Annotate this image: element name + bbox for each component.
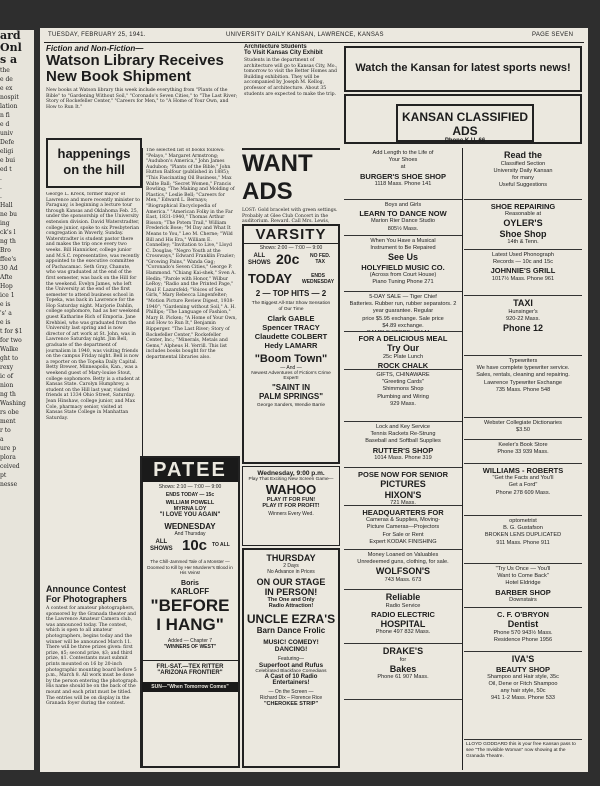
ad-line: 1017½ Mass. Phone 961 [491,275,555,282]
right-ads-block [464,296,582,356]
ad-line: "Try Us Once — You'll [495,566,551,572]
strip-fragment: Hop [0,283,13,290]
ad-line: Shimmons Shop [382,386,424,393]
patee-shows-label: SHOWS [150,546,173,552]
strip-fragment: ceived [0,463,20,470]
ad-line: Phone 278 609 Mass. [495,489,551,496]
ad-line: Reasonable at [504,211,542,218]
contest-title-1: Announce Contest [46,584,126,594]
wahoo-line-3: PLAY IT FOR FUN! [266,497,316,503]
ad-line: RADIO ELECTRIC [371,609,435,619]
varsity-ad [242,224,340,464]
ad-line: Residence Phone 1956 [493,636,553,643]
thursday-line-4: Radio Attraction! [268,603,314,609]
ad-line: $4.89 exchange. [382,322,424,329]
strip-fragment: ng th [0,238,16,245]
ad-line: Marion Rier Dance Studio [370,218,436,225]
strip-fragment: Hall [0,202,13,209]
classified-frame [396,104,534,142]
mid-ads-block [344,550,462,590]
ad-line: Instrument to Be Repaired [370,245,436,252]
ad-line: Lawrence Typewriter Exchange [484,379,562,386]
strip-fragment: Walke [0,346,19,353]
ad-line: Boys and Girls [384,202,422,208]
wahoo-line-4: PLAY IT FOR PROFIT! [262,503,320,509]
ad-line: optometrist [509,518,537,524]
ad-line: 920-22 Mass. [506,315,540,322]
right-ads-block [464,200,582,250]
strip-fragment: ard [0,30,21,42]
patee-all: ALL [155,539,168,545]
varsity-star: Hedy LAMARR [264,341,318,351]
varsity-price: 20c [276,251,300,267]
ad-line: for many [512,175,534,181]
thursday-film-2: "CHEROKEE STRIP" [263,701,319,707]
strip-fragment: pt [0,472,7,479]
ad-line: Unredeemed guns, clothing, for sale. [357,559,449,566]
varsity-today: TODAY [248,271,293,286]
thursday-line-5: MUSIC! COMEDY! [263,639,319,646]
patee-sun: SUN—"When Tomorrow Comes" [142,682,238,692]
thursday-line-6: DANCING! [274,646,308,653]
mid-ads-block [344,422,462,468]
mid-ads-block [344,644,462,700]
right-ads-block [464,652,582,740]
varsity-star: Spencer TRACY [262,323,320,333]
strip-fragment: Onl [0,41,22,54]
ad-line: HEADQUARTERS FOR [362,508,444,517]
ad-line: Want to Come Back" [497,573,549,580]
ad-line: 805½ Mass. [387,225,419,232]
thursday-line-1: ON OUR STAGE [256,577,326,587]
strip-fragment: Defe [0,139,15,146]
ad-line: 14th & Tenn. [507,239,539,246]
right-ads-block [464,464,582,516]
ad-line: 1014 Mass. Phone 319 [374,454,432,461]
patee-wed: WEDNESDAY [164,522,216,531]
ad-line: Your Shoes [388,157,418,164]
strip-fragment: ck's l [0,229,16,236]
varsity-film-1: "Boom Town" [254,353,328,366]
ad-line: ROCK CHALK [377,360,429,370]
right-ads-block [464,608,582,652]
strip-fragment: r to [0,427,11,434]
ad-line: Latest Used Phonograph [492,252,554,258]
varsity-no-fed: NO FED. [310,253,331,259]
varsity-film-2b: PALM SPRINGS" [258,392,324,402]
thursday-line-2: IN PERSON! [264,587,318,597]
patee-title-1: "BEFORE [150,595,230,615]
strip-fragment: rexy [0,364,14,371]
thursday-line-3: The One and Only [267,597,315,603]
strip-fragment: for two [0,337,22,344]
right-ads-block [464,418,582,440]
ad-line: Try Our [386,343,419,354]
strip-fragment: ic of [0,373,14,380]
ad-line: PICTURES [380,479,426,490]
ad-line: IVA'S [511,654,535,664]
thursday-day: THURSDAY [266,553,316,563]
ad-line: Classified Section [500,160,546,167]
wahoo-name: WAHOO [265,482,317,497]
strip-fragment: e is [0,319,11,326]
strip-fragment: ment [0,418,16,425]
ad-line: Phone 61 907 Mass. [377,674,429,681]
ad-line: WILLIAMS - ROBERTS [482,466,564,475]
patee-star-2: MYRNA LOY [173,506,207,512]
ad-line: Webster Collegiate Dictionaries [484,420,562,426]
architecture-text: Students in the department of architecture will go to Kansas City, Mo., tomorrow to visit the Better Homes and Building exhibition. They will be accompanied by Joseph M. Kellog, professor of architecture. About 35 students are expected to make the trip. [244,58,338,97]
mid-ads-block [344,506,462,550]
strip-fragment: ffee's [0,256,17,263]
strip-fragment: univ [0,130,14,137]
varsity-name: VARSITY [244,226,338,244]
ad-line: Sales, rentals, cleaning and repairing. [476,372,570,379]
sports-banner [344,46,582,92]
wahoo-line-5: Winners Every Wed. [268,511,314,517]
strip-fragment: s a [0,53,18,66]
strip-fragment: e d [0,121,10,128]
ad-line: Expert KODAK FINISHING [369,538,437,545]
varsity-ends: ENDS [311,273,325,279]
strip-fragment: e ex [0,85,13,92]
ad-line: 929 Mass. [390,400,416,407]
right-ads-block [464,440,582,464]
free-pass-note: LLOYD GODDARD this is your free Kansan pass to see "The Invisible Woman" now showing at the Granada Theatre. [466,742,576,759]
mid-ads-column [344,148,463,770]
thursday-screen: — On the Screen — [268,689,314,695]
varsity-today-row [244,271,338,289]
architecture-title-2: To Visit Kansas City Exhibit [244,50,323,56]
watson-kicker: Fiction and Non-Fiction— [46,44,144,53]
right-ads-block [464,516,582,564]
thursday-ad [242,548,340,768]
ad-line: Dentist [507,619,539,630]
ad-line: Records — 10c and 15c [492,259,553,266]
varsity-all: ALL [253,253,266,259]
ad-line: Oil, Dene or Fitch Shampoo [488,680,558,687]
right-ads-block [464,148,582,200]
ad-line: DRAKE'S [382,646,424,656]
ad-line: SHOE REPAIRING [490,202,556,211]
ad-line: Useful Suggestions [498,182,548,189]
wahoo-ad [242,466,340,546]
thursday-days: 2 Days [283,563,299,569]
ad-line: for [399,656,407,663]
strip-fragment: Afte [0,274,13,281]
ad-line: Phone 12 [502,323,543,333]
strip-fragment: ice 1 [0,292,15,299]
varsity-and: — And — [280,365,302,372]
ad-line: Piano Tuning Phone 271 [372,279,434,286]
sports-banner-text: Watch the Kansan for latest sports news! [355,62,571,74]
architecture-title-1: Architecture Students [244,44,307,50]
architecture-article [244,44,340,140]
strip-fragment: . [0,175,2,182]
ad-line: 1118 Mass. Phone 141 [374,180,432,187]
right-ads-block [464,250,582,296]
patee-price-row [142,537,238,559]
strip-fragment: 30 Ad [0,265,18,272]
watson-headline-2: New Book Shipment [46,68,192,85]
newspaper-page [40,28,588,772]
classified-phone: Phone K.U. 66 [444,138,486,144]
ad-line: Money Loaned on Valuables [367,552,439,558]
strip-fragment: rs obe [0,409,19,416]
patee-blurb: The Chill-Jammed Tale of a Monster — Doomed to Kill by Her Murderer's Blood in His Veins! [147,559,233,575]
want-ads-title: WANT ADS [242,150,313,205]
patee-star-1: WILLIAM POWELL [165,500,215,506]
page-header [46,30,582,42]
strip-fragment: 's' a [0,310,12,317]
mid-ads-block [344,292,462,332]
patee-title-2: I HANG" [156,614,224,634]
ad-line: Hotel Eldridge [505,580,541,587]
patee-price: 10c [182,537,208,554]
ad-line: Phone 570 943½ Mass. [493,629,553,636]
thursday-act-1: Superfoot and Rufus [258,662,324,669]
mid-ads-block [344,468,462,506]
ad-line: B. G. Gustafson [503,525,543,532]
patee-fri-film: "ARIZONA FRONTIER" [157,669,223,676]
ad-line: Plumbing and Wiring [377,393,429,400]
ad-line: Add Length to the Life of [372,150,434,156]
want-ads [242,148,340,224]
right-ads-block [464,356,582,418]
classified-title: KANSAN CLASSIFIED ADS [401,110,528,138]
thursday-film: Richard Dix – Florence Rice [259,695,323,701]
strip-fragment: n fi [0,112,10,119]
ad-line: (Across from Court House) [369,272,437,279]
header-page: PAGE SEVEN [532,32,574,38]
ad-line: 735 Mass. Phone 548 [495,386,551,393]
strip-fragment: ed t [0,166,12,173]
strip-fragment: ng th [0,391,16,398]
thursday-name-2: Barn Dance Frolic [256,626,326,635]
patee-to-all: TO ALL [212,542,230,548]
happenings-title-2: on the hill [63,162,125,177]
patee-added: Added — Chapter 7 [167,637,213,644]
varsity-stars [244,314,338,350]
watson-headline-1: Watson Library Receives [46,52,224,69]
ad-line: Reliable [385,592,421,602]
ad-line: 25c Plate Lunch [382,353,424,360]
varsity-shows: Shows: 2:00 — 7:00 — 9:00 [259,245,323,251]
ad-line: Downstairs [509,596,537,603]
ad-line: Shampoo and Hair style, 35c [487,673,559,680]
contest-article [46,584,140,770]
watson-lede: New books at Watson library this week include everything from "Plants of the Bible" to "Gardening Without Soil," "Coronado's Seven Cities," to "The Last River; Story of Rockefeller Center," "Careers for Men," to "A Home of Your Own, and How to Run It." [46,88,238,110]
ad-line: Get a Ford" [508,482,538,489]
ad-line: GIFTS, CHINAWARE [376,372,430,378]
ad-line: "Get the Facts and You'll [492,475,554,482]
right-ads-block [464,564,582,608]
mid-ads-block [344,236,462,292]
ad-line: at [400,164,406,171]
varsity-price-row [244,251,338,271]
ad-line: Hunsinger's [508,308,538,315]
ad-line: Typewriters [508,358,538,364]
strip-fragment: the [0,67,10,74]
header-paper: UNIVERSITY DAILY KANSAN, LAWRENCE, KANSAS [226,32,384,38]
adjacent-page-strip [0,30,34,770]
strip-fragment: plora [0,454,16,461]
strip-fragment: nion [0,382,14,389]
patee-film: "I LOVE YOU AGAIN" [159,512,221,518]
strip-fragment: . [0,193,2,200]
ad-line: HIXON'S [384,489,422,500]
strip-fragment: e de [0,76,13,83]
thursday-note: No Advance in Prices [267,569,315,575]
ad-line: POSE NOW FOR SENIOR [357,470,448,479]
ad-line: TAXI [513,298,533,308]
patee-boris-1: Boris [181,579,199,587]
classified-banner [344,94,582,144]
varsity-cast-2: George Sanders, Wendie Barrie [256,403,326,409]
header-rule [44,42,584,43]
ad-line: Keeler's Book Store [498,442,548,448]
ad-line: When You Have a Musical [370,238,436,244]
ad-line: BEAUTY SHOP [495,664,551,674]
ad-line: C. F. O'BRYON [497,610,549,619]
strip-fragment: Washing [0,400,26,407]
thursday-name: UNCLE EZRA'S [246,612,336,626]
ad-line: Radio Service [385,602,421,609]
varsity-star: Clark GABLE [267,314,315,324]
ad-line: Phone 497 832 Mass. [375,629,431,636]
patee-fri: FRI.-SAT.—TEX RITTER [142,660,238,670]
want-ads-text: LOST: Gold bracelet with green settings. Probably at Glee Club Concert in the auditorium. Reward. Call Mrs. Lewis, [242,208,338,224]
ad-line: University Daily Kansan [493,167,553,174]
strip-fragment: a [0,436,4,443]
ad-line: LEARN TO DANCE NOW [359,209,447,219]
patee-shows: Shows: 2:10 — 7:00 — 9:00 [158,484,222,490]
strip-fragment: . [0,184,2,191]
right-ads-column [464,148,582,770]
happenings-text: George L. Kreck, former mayor of Lawrence and more recently minister to Paraguay, is beginning a lecture tour through Kansas and Oklahoma Feb. 25, under the sponsorship of the University extension division. David Waterstradter, college junior, spoke to six Presbyterian congregation in Waverly, Sunday. Waterstradter is student pastor there and makes the trip once every two weeks. Bill Hannicker, college junior and M.S.C. representative, was recently appointed to the executive committee of Pachacamac. Seth Gray, Chanute, who was graduated at the end of the first semester, was back on the Hill for the weekend. Evelyn James, who left the University at the end of the first semester to attend business school in Topeka, was back in Lawrence for the Hop Saturday night. Marjorie Dahlin, college sophomore, had as her weekend guest Katharine Rich of Emporia. Jane Krehbiel, who was graduated from the University last spring and is now director of art work at St. John, was in Lawrence Saturday night. Jim Bell, graduate of the department of journalism in 1940, was visiting friends on the campus Friday night. Bell is now a reporter on the Topeka Daily Capital. Betty Brewer, Minneapolis, Kan., was a weekend guest of Mary-louise Stout, college sophomore. Betty is a student at Kansas State. Carolyn Humphrey, a student on the Hill last year, visited friends at 1334 Ohio Street, Saturday. Jean Hinshaw, college junior, and Max Cole, pharmacy senior, visited at Kansas State College in Manhattan Saturday. [46,192,140,421]
ad-line: HOSPITAL [380,618,426,629]
happenings-title-1: happenings [57,146,131,161]
thursday-act-2: Celebrated Blackface Comedians [255,669,327,674]
mid-ads-block [344,200,462,236]
strip-fragment: nospit [0,94,19,101]
ad-line: 941 1-2 Mass. Phone 533 [490,695,556,702]
ad-line: See Us [387,252,419,263]
varsity-wednesday: WEDNESDAY [302,279,335,285]
ad-line: $3.50 [516,427,530,434]
ad-line: Picture Cameras—Projectors [366,524,440,531]
mid-ads-block [344,370,462,422]
ad-line: WOLFSON'S [375,566,431,577]
ad-line: 721 Mass. [390,500,416,506]
varsity-tagline: The Biggest All-Star Show Sensation of Our Time [251,301,331,312]
strip-fragment: lation [0,103,18,110]
header-date: TUESDAY, FEBRUARY 25, 1941. [48,32,146,38]
ad-line: price $5.95 exchange. Sale price [362,315,444,322]
strip-fragment: e bui [0,157,16,164]
ad-line: Baseball and Softball Supplies [365,438,441,445]
ad-line: BROKEN LENS DUPLICATED [484,532,562,539]
ad-line: Lock and Key Service [375,424,431,430]
ad-line: OYLER'S [503,218,543,229]
ad-line: Batteries. Rubber run, rubber separators. 2 year guarantee. Regular [349,301,457,315]
patee-thu: And Thursday [174,531,206,537]
patee-ad [140,456,240,768]
strip-fragment: Bro [0,247,11,254]
strip-fragment: ing [0,220,10,227]
ad-line: RUTTER'S SHOP [372,445,434,455]
ad-line: BURGER'S SHOE SHOP [360,171,446,181]
ad-line: "Greeting Cards" [382,379,424,386]
thursday-act-3: A Cast of 10 Radio Entertainers! [264,674,318,686]
mid-ads-block [344,590,462,644]
ad-line: We have complete typewriter service. [476,365,570,372]
ad-line: FOR A DELICIOUS MEAL [358,334,448,343]
ad-line: any hair style, 50c [500,688,546,695]
patee-boris-2: KARLOFF [170,586,210,596]
patee-winners: "WINNERS OF WEST" [163,643,217,650]
ad-line: Bakes [389,663,417,674]
ad-line: JOHNNIE'S GRILL [490,266,556,276]
varsity-newest: Newest Adventures of Fiction's Crime Expert! [251,371,331,382]
ad-line: BARBER SHOP [495,587,551,597]
strip-fragment: nesse [0,481,18,488]
ad-line: Cameras & Supplies, Moving- [366,517,440,524]
varsity-shows-label: SHOWS [248,260,271,266]
ad-line: Tennis Rackets Re-Strung [370,431,436,438]
ad-line: 911 Mass. Phone 911 [496,539,550,546]
mid-ads-block [344,148,462,200]
wahoo-line-1: Wednesday, 9:00 p.m. [257,470,325,477]
ad-line: HOLYFIELD MUSIC CO. [361,263,445,272]
mid-ads-block [344,332,462,370]
ad-line: For Sale or Rent [382,531,424,538]
varsity-film-2: "SAINT IN [271,383,310,393]
strip-fragment: ght to [0,355,19,362]
strip-fragment: ure p [0,445,17,452]
thursday-featuring: Featuring— [277,656,305,662]
ad-line: 5-DAY SALE — Tiger Chief [369,294,437,300]
varsity-tax: TAX [315,259,325,265]
ad-line: Phone 33 939 Mass. [497,449,549,456]
strip-fragment: ne bu [0,211,18,218]
ad-line: Shoe Shop [499,228,547,239]
contest-title-2: For Photographers [46,594,128,604]
watson-book-list: The selected list of books follows: "Pelayo," Margaret Armstrong; "Audubon's America," John James Audubon; "Plants of the Bible," John Hutton Balfour (published in 1885); "This Fascinating Oil Business," Max Walte Ball; "Secret Women," Francis Bowling; "The Making and Molding of Plastics," Leslie Bell; "Careers for Men," Edward L. Bernays; "Biographical Encyclopedia of America." "American Folky in the Far East, 1831-1940," Thomas Arthur Bisson; "The Potem Trail," William Frederick Bose; "M Day and What It Means to You," Leo M. Cherne; "Wild Bill and His Era," William E. Connelley; "Invitation to Live," Lloyd C. Douglas; "Negro Youth at the Crossways," Edward Franklin Frazier; "Growing Pains," Wanda Gag; "Coronado's Seven Cities," George P. Hammond. "Chiang Kai-shek," Sven A. Hedin; "Parole with Honor," Wilbur LeRoy; "Radio and the Printed Page," Paul F. Lazarsfeld; "Voices of Sex Girls," Mary Rebecca Lingenfelter; "Motion Picture Review Digest, 1938-1940"; "Gardening without Soil," A. H. Phillips; "The Language of Fashion," Mary B. Picken; "A Home of Your Own, and How to Run It," Benjamin Ripperger. "The Last River; Story of Rockefeller Center," Rockefeller Center, Inc.; "Minerals, Metals and Gems," Alpheus H. Verrill. This list includes books bought for the departmental libraries also. [146,148,237,360]
strip-fragment: t for $1 [0,328,23,335]
wahoo-line-2: Play That Exciting New Screen Game— [248,477,334,482]
patee-name: PATEE [142,458,238,482]
ad-line: 743 Mass. 673 [384,577,422,583]
strip-fragment: e is [0,301,11,308]
patee-ends: ENDS TODAY — 15c [165,492,215,498]
watson-article [46,44,240,152]
strip-fragment: eligi [0,148,14,155]
varsity-hits: 2 — TOP HITS — 2 [255,289,327,298]
varsity-star: Claudette COLBERT [254,332,328,342]
ad-line: Read the [503,150,542,160]
contest-text: A contest for amateur photographers, sponsored by the Granada theater and the Lawrence Amateur Camera club, was announced today. The contest, which is open to all amateur photographers, begins today and the winner will be announced March 11. There will be three prizes given: first prize, $5; second prize, $3; and third prize, $1. Contestants must submit prints mounted on 16 by 20-inch photographic mounting board before 5 p.m., March 8. All work must be done by the person entering the photograph. His name should be on the back of the mount and each print must be titled. The entries will be on display in the Granada foyer during the contest. [46,606,139,707]
